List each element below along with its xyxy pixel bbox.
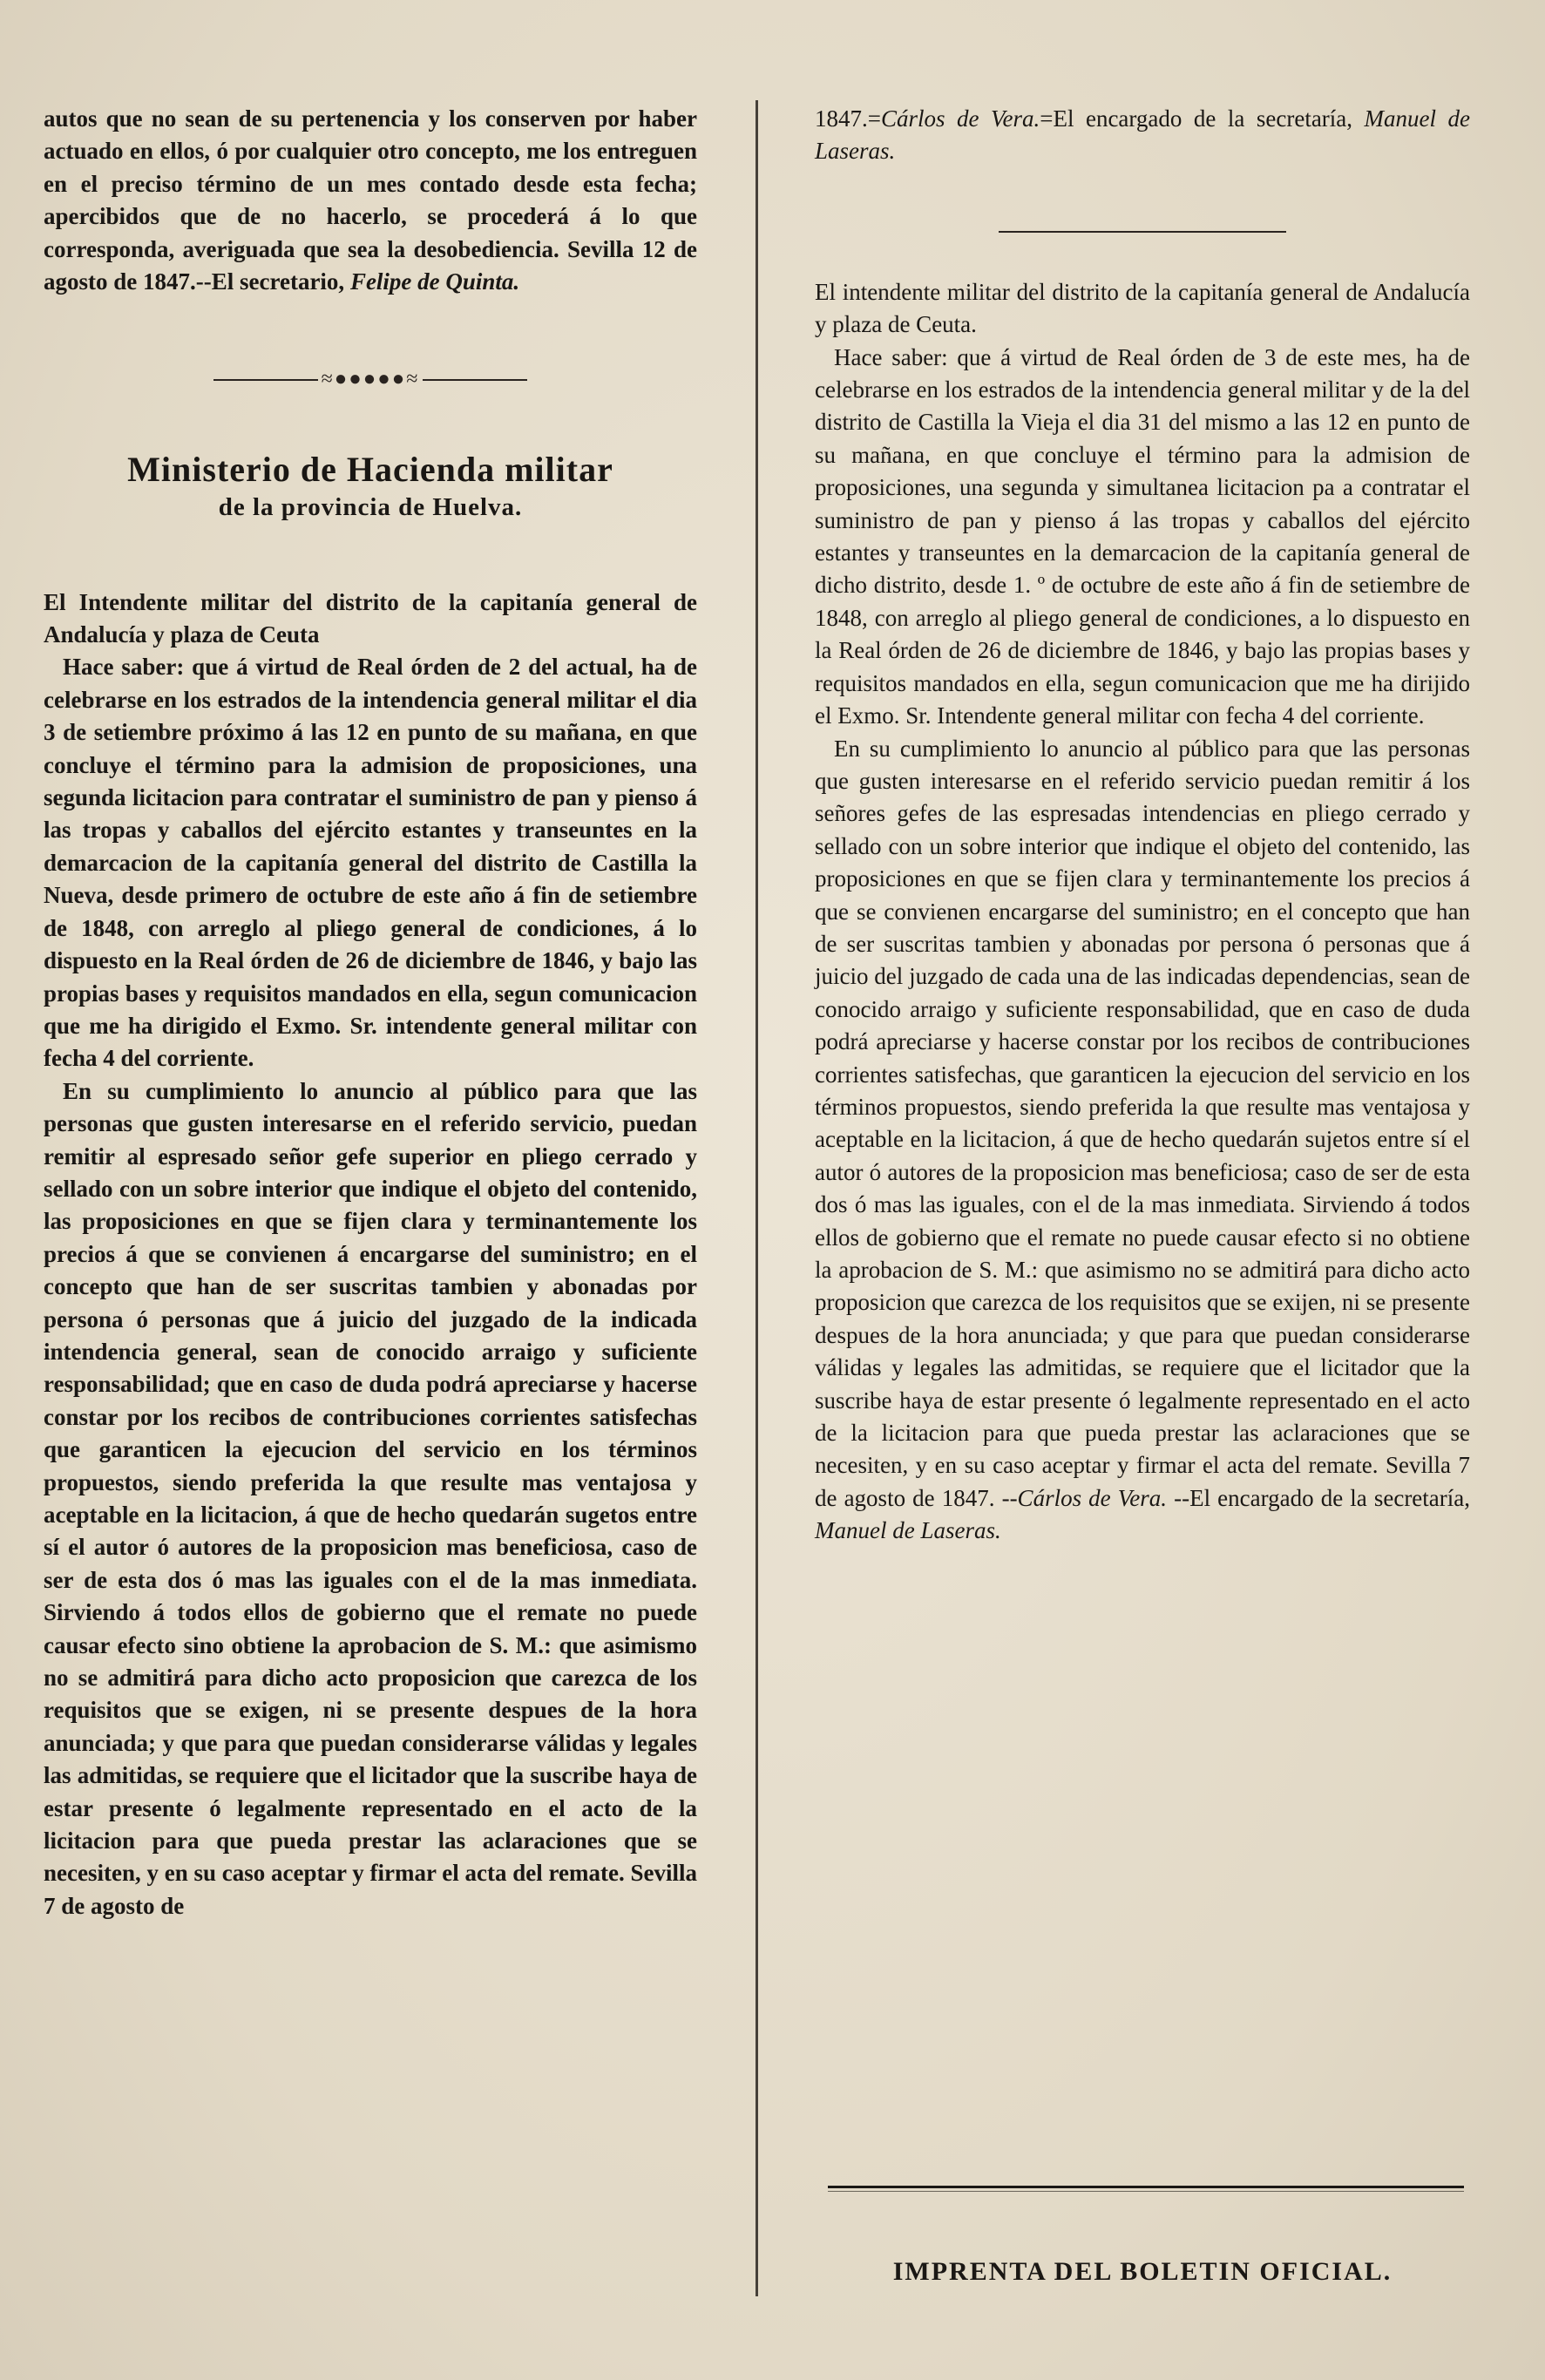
section-subheading: de la provincia de Huelva. [218, 492, 523, 521]
continued-notice [44, 103, 697, 298]
notice-right-paragraph-2-text: En su cumplimiento lo anuncio al público para que las personas que gusten interesarse en el referido servicio puedan remitir á los señores gefes de las espresadas intendencias en pliego cerrado y sellado con un sobre interior que indique el objeto del contenido, las proposiciones en que se fijen clara y terminantemente los precios á que se convienen encargarse del suministro; en el concepto que han de ser suscritas tambien y abonadas por persona ó personas que á juicio del juzgado de cada una de las indicadas dependencias, sean de conocido arraigo y suficiente responsabilidad, que en caso de duda podrá apreciarse y hacerse constar por los recibos de contribuciones corrientes satisfechas, que garanticen la ejecucion del servicio en los términos propuestos, siendo preferida la que resulte mas ventajosa y aceptable en la licitacion, á que de hecho quedarán sujetos entre sí el autor ó autores de la proposicion mas beneficiosa; caso de ser de esta dos ó mas las iguales, con el de la mas inmediata. Sirviendo á todos ellos de gobierno que el remate no puede causar efecto si no obtiene la aprobacion de S. M.: que asimismo no se admitirá para dicho acto proposicion que carezca de los requisitos que se exijen, ni se presente despues de la hora anunciada; y que para que puedan considerarse válidas y legales las admitidas, se requiere que el licitador que la suscribe haya de estar presente ó legalmente representado en el acto de la licitacion para que pueda prestar las aclaraciones que se necesiten, y en su caso aceptar y firmar el acta del remate. Sevilla 7 de agosto de 1847. [815, 735, 1470, 1511]
notice-right-signature: --Cárlos de Vera. [1001, 1484, 1167, 1511]
footer-rule [828, 2186, 1464, 2188]
continued-notice-right-date: 1847.= [815, 105, 881, 132]
notice-intro-right: El intendente militar del distrito de la capitanía general de Andalucía y plaza de Ceuta. [815, 278, 1470, 338]
ornamental-rule [44, 363, 697, 396]
continued-notice-right-signature-2: Manuel de Laseras. [815, 105, 1470, 165]
continued-notice-right [815, 103, 1470, 168]
continued-notice-signature: Felipe de Quinta. [349, 268, 520, 295]
notice-right-signature-2: Manuel de Laseras. [815, 1517, 1001, 1544]
notice-paragraph-1: Hace saber: que á virtud de Real órden de 2 del actual, ha de celebrarse en los estrados de la intendencia general militar el dia 3 de setiembre próximo á las 12 en punto de su mañana, en que concluye el término para la admision de proposiciones, una segunda licitacion para contratar el suministro de pan y pienso á las tropas y caballos del ejército estantes y transeuntes en la demarcacion de la capitanía general del distrito de Castilla la Nueva, desde primero de octubre de este año á fin de setiembre de 1848, con arreglo al pliego general de condiciones, á lo dispuesto en la Real órden de 26 de diciembre de 1846, y bajo las propias bases y requisitos mandados en ella, segun comunicacion que me ha dirigido el Exmo. Sr. intendente general militar con fecha 4 del corriente. [44, 654, 697, 1072]
ornament-glyphs: ≈●●●●●≈ [321, 368, 420, 391]
section-heading: Ministerio de Hacienda militar [127, 449, 613, 489]
notice-right-tail: --El encargado de la secretaría, [1174, 1484, 1471, 1511]
column-divider [756, 100, 758, 2296]
right-column [815, 103, 1470, 1548]
notice-paragraph-2: En su cumplimiento lo anuncio al público para que las personas que gusten interesarse en el referido servicio, puedan remitir al espresado señor gefe superior en pliego cerrado y sellado con un sobre interior que indique el objeto del contenido, las proposiciones en que se fijen clara y terminantemente los precios á que se convienen á encargarse del suministro; en el concepto que han de ser suscritas tambien y abonadas por persona ó personas que á juicio del juzgado de la indicada intendencia general, sean de conocido arraigo y suficiente responsabilidad; que en caso de duda podrá apreciarse y hacerse constar por los recibos de contribuciones corrientes satisfechas que garanticen la ejecucion del servicio en los términos propuestos, siendo preferida la que resulte mas ventajosa y aceptable en la licitacion, á que de hecho quedarán sugetos entre sí el autor ó autores de la proposicion mas beneficiosa, caso de ser de esta dos ó mas las iguales con el de la mas inmediata. Sirviendo á todos ellos de gobierno que el remate no puede causar efecto sino obtiene la aprobacion de S. M.: que asimismo no se admitirá para dicho acto proposicion que carezca de los requisitos que se exigen, ni se presente despues de la hora anunciada; y que para que puedan considerarse válidas y legales las admitidas, se requiere que el licitador que la suscribe haya de estar presente ó legalmente representado en el acto de la licitacion para que pueda prestar las aclaraciones que se necesiten, y en su caso aceptar y firmar el acta del remate. Sevilla 7 de agosto de [44, 1077, 697, 1919]
footer-rule-thin [828, 2191, 1464, 2192]
printer-imprint: IMPRENTA DEL BOLETIN OFICIAL. [892, 2257, 1393, 2286]
left-column [44, 103, 697, 1922]
short-rule [999, 231, 1286, 233]
continued-notice-right-signature: Cárlos de Vera. [880, 105, 1040, 132]
notice-right-paragraph-1: Hace saber: que á virtud de Real órden de 3 de este mes, ha de celebrarse en los estrados de la intendencia general militar y de la del distrito de Castilla la Vieja el dia 31 del mismo a las 12 en punto de su mañana, en que concluye el término para la admision de proposiciones, una segunda y simultanea licitacion pa a contratar el suministro de pan y pienso á las tropas y caballos del ejército estantes y transeuntes en la demarcacion de la capitanía general de dicho distrito, desde 1. º de octubre de este año á fin de setiembre de 1848, con arreglo al pliego general de condiciones, a lo dispuesto en la Real órden de 26 de diciembre de 1846, y bajo las propias bases y requisitos mandados en ella, segun comunicacion que me ha dirijido el Exmo. Sr. Intendente general militar con fecha 4 del corriente. [815, 343, 1470, 729]
continued-notice-text: autos que no sean de su pertenencia y los conserven por haber actuado en ellos, ó por cualquier otro concepto, me los entreguen en el preciso término de un mes contado desde esta fecha; apercibidos que de no hacerlo, se procederá á lo que corresponda, averiguada que sea la desobediencia. Sevilla 12 de agosto de 1847.--El secretario, [44, 105, 697, 295]
notice-right-paragraph-2 [815, 733, 1470, 1548]
notice-intro: El Intendente militar del distrito de la capitanía general de Andalucía y plaza de Ceuta [44, 588, 697, 648]
continued-notice-right-tail: =El encargado de la secretaría, [1040, 105, 1353, 132]
